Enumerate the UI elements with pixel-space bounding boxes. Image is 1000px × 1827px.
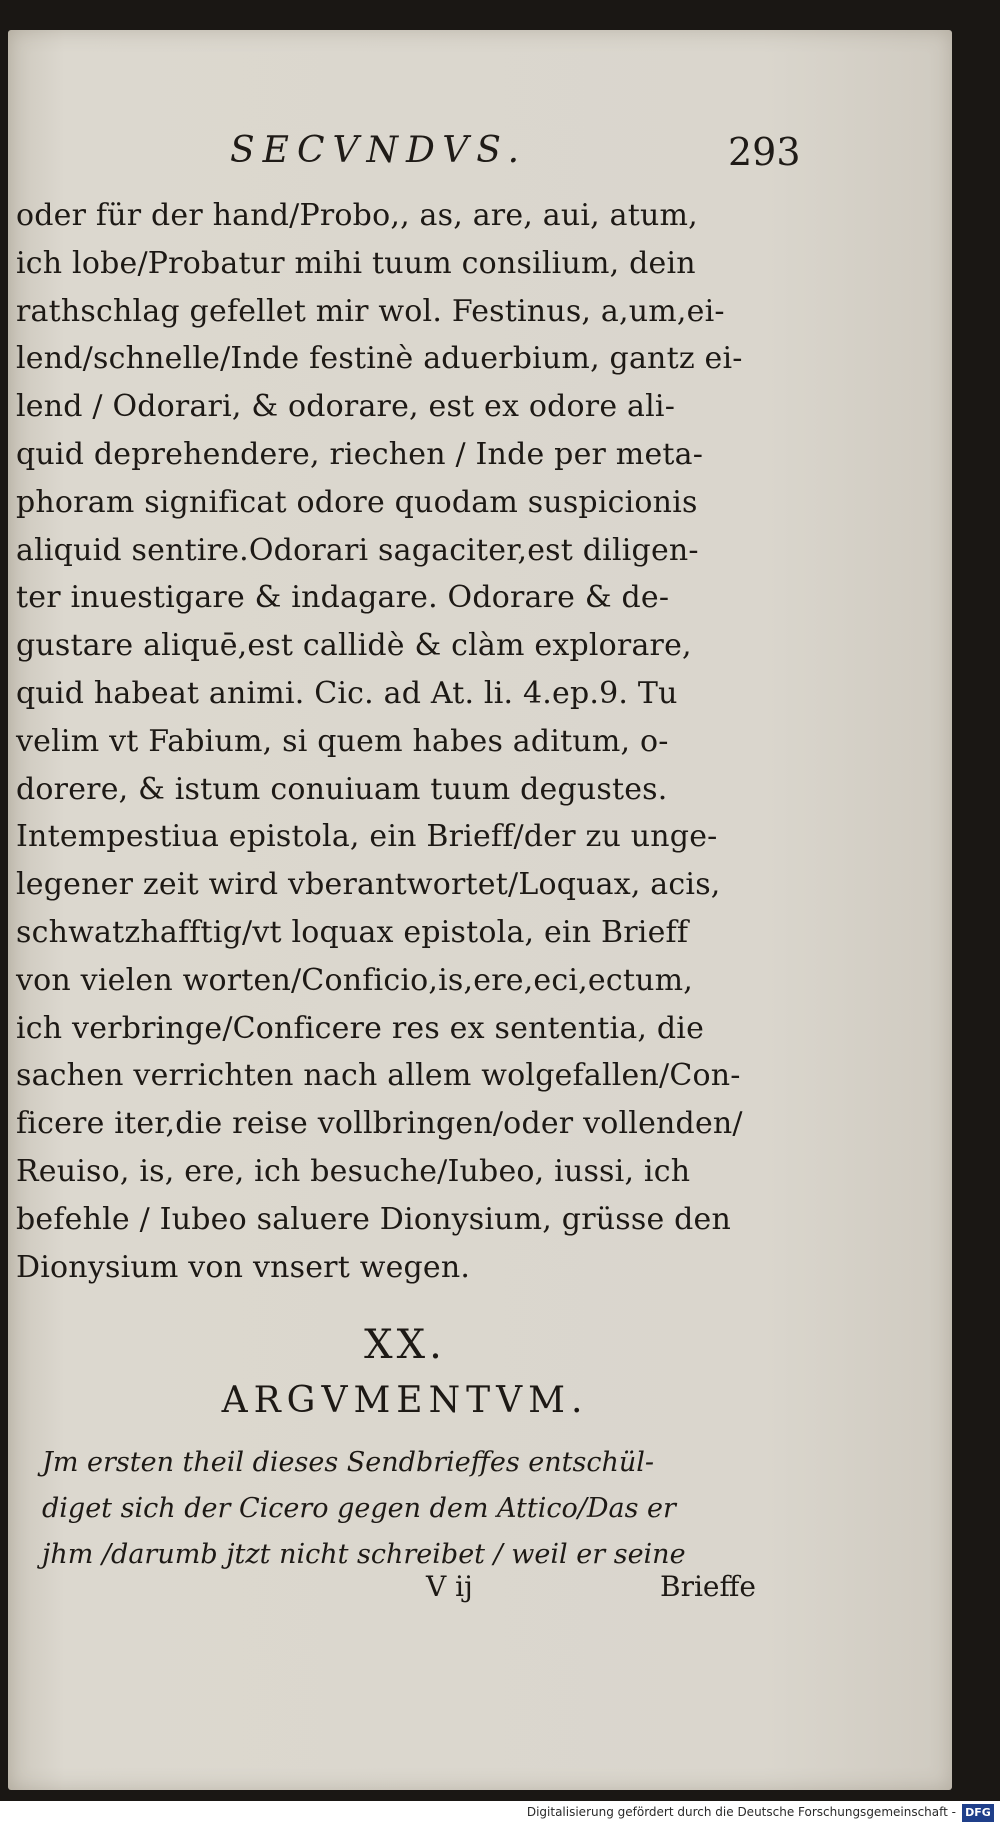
text-line: quid deprehendere, riechen / Inde per meta- bbox=[16, 436, 704, 472]
text-line: velim vt Fabium, si quem habes aditum, o- bbox=[16, 723, 669, 759]
body-text bbox=[16, 192, 796, 1291]
signature-mark: V ij bbox=[426, 1570, 473, 1603]
text-line: quid habeat animi. Cic. ad At. li. 4.ep.9. Tu bbox=[16, 675, 678, 711]
text-line: dorere, & istum conuiuam tuum degustes. bbox=[16, 771, 668, 807]
text-line: lend / Odorari, & odorare, est ex odore ali- bbox=[16, 389, 676, 425]
page-footer bbox=[8, 1570, 952, 1618]
argument-line: diget sich der Cicero gegen dem Attico/Das er bbox=[42, 1493, 676, 1524]
text-line: aliquid sentire.Odorari sagaciter,est diligen- bbox=[16, 532, 699, 568]
dfg-logo-icon: DFG bbox=[962, 1804, 994, 1822]
catchword: Brieffe bbox=[660, 1570, 756, 1603]
text-line: legener zeit wird vberantwortet/Loquax, acis, bbox=[16, 867, 721, 903]
text-line: phoram significat odore quodam suspicionis bbox=[16, 484, 698, 520]
credit-text: Digitalisierung gefördert durch die Deutsche Forschungsgemeinschaft - bbox=[526, 1805, 956, 1819]
argument-line: jhm /darumb jtzt nicht schreibet / weil er seine bbox=[42, 1539, 686, 1570]
book-page bbox=[8, 30, 952, 1790]
text-line: schwatzhafftig/vt loquax epistola, ein Brieff bbox=[16, 914, 689, 950]
section-heading: ARGVMENTVM. bbox=[221, 1380, 589, 1421]
text-line: Intempestiua epistola, ein Brieff/der zu unge- bbox=[16, 819, 718, 855]
text-line: gustare aliquē,est callidè & clàm explorare, bbox=[16, 628, 692, 664]
text-line: ich lobe/Probatur mihi tuum consilium, dein bbox=[16, 245, 696, 281]
text-line: sachen verrichten nach allem wolgefallen/Con- bbox=[16, 1058, 741, 1094]
text-line: oder für der hand/Probo,, as, are, aui, atum, bbox=[16, 198, 698, 233]
text-line: Dionysium von vnsert wegen. bbox=[16, 1249, 471, 1285]
page-number: 293 bbox=[728, 130, 801, 174]
running-head: SECVNDVS. bbox=[230, 130, 528, 171]
argument-line: Jm ersten theil dieses Sendbrieffes entschül- bbox=[42, 1447, 655, 1478]
credit-bar bbox=[0, 1801, 1000, 1827]
text-line: befehle / Iubeo saluere Dionysium, grüsse den bbox=[16, 1201, 732, 1237]
text-line: Reuiso, is, ere, ich besuche/Iubeo, iussi, ich bbox=[16, 1153, 691, 1189]
page-header bbox=[8, 130, 952, 190]
text-line: ter inuestigare & indagare. Odorare & de- bbox=[16, 580, 670, 616]
text-line: rathschlag gefellet mir wol. Festinus, a,um,ei- bbox=[16, 293, 725, 329]
text-line: ficere iter,die reise vollbringen/oder vollenden/ bbox=[16, 1106, 743, 1142]
text-line: ich verbringe/Conficere res ex sententia, die bbox=[16, 1010, 705, 1046]
argument-text bbox=[42, 1440, 802, 1578]
text-line: lend/schnelle/Inde festinè aduerbium, gantz ei- bbox=[16, 341, 743, 377]
text-line: von vielen worten/Conficio,is,ere,eci,ectum, bbox=[16, 962, 694, 998]
section-number: XX. bbox=[364, 1322, 446, 1368]
